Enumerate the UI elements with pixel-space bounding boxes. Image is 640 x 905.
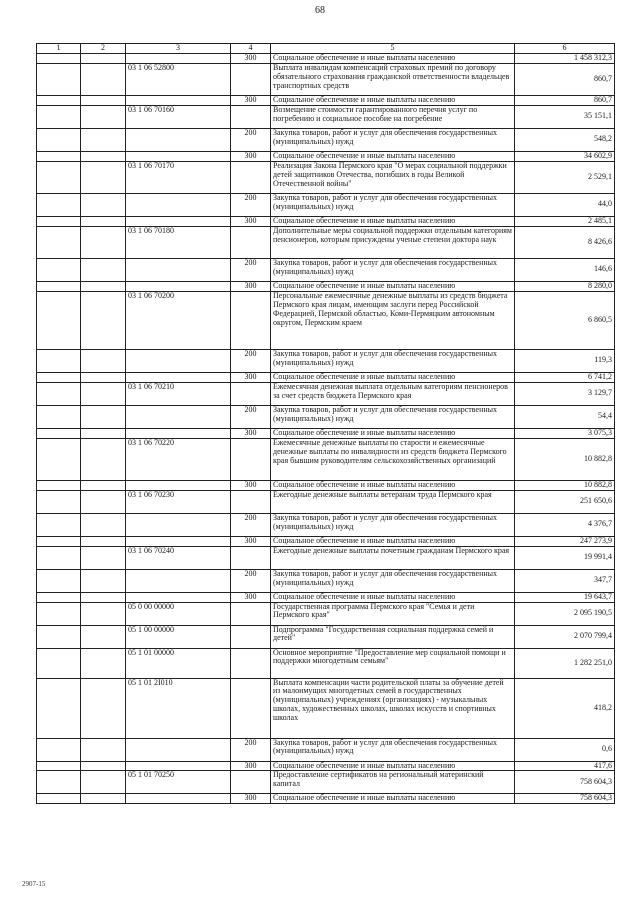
col1-cell	[37, 63, 81, 95]
amount: 34 602,9	[515, 151, 615, 161]
amount: 1 282 251,0	[515, 648, 615, 678]
expense-name: Социальное обеспечение и иные выплаты населению	[271, 761, 515, 771]
expense-type-code: 300	[231, 480, 271, 490]
col2-cell	[81, 602, 126, 625]
table-row	[37, 258, 615, 281]
expense-name: Социальное обеспечение и иные выплаты населению	[271, 480, 515, 490]
table-body	[37, 54, 615, 804]
col2-cell	[81, 258, 126, 281]
target-article-code: 03 1 06 70180	[126, 226, 231, 258]
expense-name: Закупка товаров, работ и услуг для обеспечения государственных (муниципальных) нужд	[271, 405, 515, 428]
col2-cell	[81, 536, 126, 546]
col1-cell	[37, 382, 81, 405]
col2-cell	[81, 151, 126, 161]
expense-name: Социальное обеспечение и иные выплаты населению	[271, 536, 515, 546]
table-row	[37, 438, 615, 480]
table-row	[37, 161, 615, 193]
table-row	[37, 480, 615, 490]
expense-name: Основное мероприятие "Предоставление мер социальной помощи и поддержки многодетным семьям"	[271, 648, 515, 678]
target-article-code: 03 1 06 70240	[126, 546, 231, 569]
table-row	[37, 382, 615, 405]
col2-cell	[81, 794, 126, 804]
expense-type-code	[231, 63, 271, 95]
target-article-code: 05 1 01 2I010	[126, 678, 231, 738]
target-article-code	[126, 569, 231, 592]
column-header-3: 3	[126, 44, 231, 54]
expense-type-code	[231, 546, 271, 569]
col2-cell	[81, 490, 126, 513]
table-row	[37, 625, 615, 648]
col1-cell	[37, 625, 81, 648]
expense-name: Предоставление сертификатов на региональный материнский капитал	[271, 771, 515, 794]
col1-cell	[37, 54, 81, 64]
col2-cell	[81, 349, 126, 372]
expense-name: Социальное обеспечение и иные выплаты населению	[271, 95, 515, 105]
col2-cell	[81, 592, 126, 602]
expense-type-code: 300	[231, 761, 271, 771]
target-article-code	[126, 54, 231, 64]
target-article-code: 05 1 01 70250	[126, 771, 231, 794]
col1-cell	[37, 678, 81, 738]
expense-type-code: 300	[231, 216, 271, 226]
col2-cell	[81, 128, 126, 151]
col2-cell	[81, 161, 126, 193]
target-article-code: 05 0 00 00000	[126, 602, 231, 625]
amount: 251 650,6	[515, 490, 615, 513]
expense-name: Ежегодные денежные выплаты ветеранам труда Пермского края	[271, 490, 515, 513]
target-article-code: 03 1 06 70170	[126, 161, 231, 193]
col2-cell	[81, 569, 126, 592]
col2-cell	[81, 95, 126, 105]
expense-type-code	[231, 771, 271, 794]
amount: 0,6	[515, 738, 615, 761]
col2-cell	[81, 291, 126, 349]
expense-name: Выплата компенсации части родительской платы за обучение детей из малоимущих многодетных семей в государственных (муниципальных) учреждениях (организациях) - музыкальных школах, художественных школах, школах искусств и спортивных школах	[271, 678, 515, 738]
col1-cell	[37, 161, 81, 193]
amount: 2 529,1	[515, 161, 615, 193]
target-article-code	[126, 738, 231, 761]
expense-type-code	[231, 490, 271, 513]
expense-type-code: 200	[231, 128, 271, 151]
table-row	[37, 428, 615, 438]
amount: 247 273,9	[515, 536, 615, 546]
col2-cell	[81, 193, 126, 216]
amount: 2 070 799,4	[515, 625, 615, 648]
column-number-row	[37, 44, 615, 54]
target-article-code	[126, 592, 231, 602]
col2-cell	[81, 405, 126, 428]
col2-cell	[81, 738, 126, 761]
table-row	[37, 761, 615, 771]
col2-cell	[81, 678, 126, 738]
col2-cell	[81, 382, 126, 405]
col1-cell	[37, 738, 81, 761]
target-article-code	[126, 281, 231, 291]
expense-type-code: 200	[231, 258, 271, 281]
amount: 146,6	[515, 258, 615, 281]
amount: 3 075,3	[515, 428, 615, 438]
table-row	[37, 105, 615, 128]
table-row	[37, 54, 615, 64]
col2-cell	[81, 54, 126, 64]
expense-type-code: 200	[231, 738, 271, 761]
expense-type-code: 300	[231, 281, 271, 291]
table-row	[37, 291, 615, 349]
target-article-code: 05 1 01 00000	[126, 648, 231, 678]
amount: 54,4	[515, 405, 615, 428]
col1-cell	[37, 569, 81, 592]
expense-name: Ежемесячная денежная выплата отдельным категориям пенсионеров за счет средств бюджета Пермского края	[271, 382, 515, 405]
target-article-code	[126, 480, 231, 490]
col1-cell	[37, 513, 81, 536]
target-article-code	[126, 258, 231, 281]
col2-cell	[81, 771, 126, 794]
table-row	[37, 226, 615, 258]
target-article-code	[126, 151, 231, 161]
amount: 860,7	[515, 63, 615, 95]
target-article-code	[126, 216, 231, 226]
col1-cell	[37, 372, 81, 382]
expense-name: Социальное обеспечение и иные выплаты населению	[271, 794, 515, 804]
expense-type-code	[231, 226, 271, 258]
expense-type-code: 300	[231, 536, 271, 546]
col1-cell	[37, 349, 81, 372]
expense-name: Персональные ежемесячные денежные выплаты из средств бюджета Пермского края лицам, имеющим заслуги перед Российской Федерацией, Пермской областью, Коми-Пермяцким автономным округом, Пермским краем	[271, 291, 515, 349]
expense-type-code: 300	[231, 428, 271, 438]
expense-name: Социальное обеспечение и иные выплаты населению	[271, 54, 515, 64]
target-article-code	[126, 95, 231, 105]
expense-name: Ежегодные денежные выплаты почетным гражданам Пермского края	[271, 546, 515, 569]
col1-cell	[37, 438, 81, 480]
col2-cell	[81, 648, 126, 678]
expense-name: Реализация Закона Пермского края "О мерах социальной поддержки детей защитников Отечества, погибших в годы Великой Отечественной войны"	[271, 161, 515, 193]
expense-name: Закупка товаров, работ и услуг для обеспечения государственных (муниципальных) нужд	[271, 258, 515, 281]
table-row	[37, 592, 615, 602]
expense-type-code	[231, 382, 271, 405]
expense-type-code	[231, 625, 271, 648]
col1-cell	[37, 291, 81, 349]
table-row	[37, 569, 615, 592]
page-number: 68	[315, 5, 325, 16]
expense-name: Дополнительные меры социальной поддержки отдельным категориям пенсионеров, которым присуждены ученые степени доктора наук	[271, 226, 515, 258]
target-article-code	[126, 513, 231, 536]
table-row	[37, 349, 615, 372]
amount: 2 095 190,5	[515, 602, 615, 625]
expense-name: Социальное обеспечение и иные выплаты населению	[271, 281, 515, 291]
column-header-6: 6	[515, 44, 615, 54]
col1-cell	[37, 105, 81, 128]
expense-type-code: 300	[231, 54, 271, 64]
col1-cell	[37, 592, 81, 602]
footer-document-code: 2907-15	[22, 880, 46, 888]
col1-cell	[37, 193, 81, 216]
table-row	[37, 536, 615, 546]
amount: 8 426,6	[515, 226, 615, 258]
col2-cell	[81, 513, 126, 536]
expense-type-code	[231, 678, 271, 738]
col2-cell	[81, 63, 126, 95]
col1-cell	[37, 480, 81, 490]
col1-cell	[37, 151, 81, 161]
expense-type-code: 200	[231, 193, 271, 216]
col1-cell	[37, 771, 81, 794]
expense-name: Социальное обеспечение и иные выплаты населению	[271, 151, 515, 161]
target-article-code	[126, 128, 231, 151]
table-row	[37, 648, 615, 678]
expense-type-code	[231, 648, 271, 678]
expense-type-code	[231, 291, 271, 349]
expense-name: Государственная программа Пермского края "Семья и дети Пермского края"	[271, 602, 515, 625]
col2-cell	[81, 226, 126, 258]
target-article-code: 03 1 06 70230	[126, 490, 231, 513]
table-row	[37, 738, 615, 761]
col1-cell	[37, 216, 81, 226]
amount: 10 882,8	[515, 438, 615, 480]
table-row	[37, 216, 615, 226]
table-row	[37, 95, 615, 105]
col2-cell	[81, 372, 126, 382]
target-article-code: 03 1 06 70220	[126, 438, 231, 480]
col1-cell	[37, 428, 81, 438]
expense-name: Социальное обеспечение и иные выплаты населению	[271, 372, 515, 382]
target-article-code: 03 1 06 70160	[126, 105, 231, 128]
expense-type-code	[231, 161, 271, 193]
col1-cell	[37, 546, 81, 569]
col1-cell	[37, 281, 81, 291]
target-article-code	[126, 405, 231, 428]
target-article-code	[126, 428, 231, 438]
amount: 119,3	[515, 349, 615, 372]
col1-cell	[37, 602, 81, 625]
expense-type-code: 300	[231, 372, 271, 382]
expense-name: Социальное обеспечение и иные выплаты населению	[271, 216, 515, 226]
amount: 418,2	[515, 678, 615, 738]
amount: 4 376,7	[515, 513, 615, 536]
expense-type-code	[231, 438, 271, 480]
target-article-code: 03 1 06 52800	[126, 63, 231, 95]
expense-name: Выплата инвалидам компенсаций страховых премий по договору обязательного страхования гражданской ответственности владельцев транспортных средств	[271, 63, 515, 95]
expense-name: Социальное обеспечение и иные выплаты населению	[271, 592, 515, 602]
expense-name: Закупка товаров, работ и услуг для обеспечения государственных (муниципальных) нужд	[271, 193, 515, 216]
column-header-2: 2	[81, 44, 126, 54]
col2-cell	[81, 546, 126, 569]
table-row	[37, 678, 615, 738]
table-row	[37, 128, 615, 151]
table-row	[37, 771, 615, 794]
col1-cell	[37, 95, 81, 105]
expense-name: Подпрограмма "Государственная социальная поддержка семей и детей"	[271, 625, 515, 648]
amount: 758 604,3	[515, 771, 615, 794]
amount: 860,7	[515, 95, 615, 105]
expense-name: Закупка товаров, работ и услуг для обеспечения государственных (муниципальных) нужд	[271, 513, 515, 536]
amount: 417,6	[515, 761, 615, 771]
col1-cell	[37, 258, 81, 281]
amount: 35 151,1	[515, 105, 615, 128]
amount: 10 882,8	[515, 480, 615, 490]
target-article-code	[126, 372, 231, 382]
col2-cell	[81, 216, 126, 226]
expense-type-code: 200	[231, 349, 271, 372]
expense-type-code	[231, 602, 271, 625]
col2-cell	[81, 761, 126, 771]
amount: 6 741,2	[515, 372, 615, 382]
col1-cell	[37, 761, 81, 771]
budget-table	[36, 43, 615, 804]
expense-type-code: 200	[231, 405, 271, 428]
table-row	[37, 490, 615, 513]
col2-cell	[81, 105, 126, 128]
amount: 758 604,3	[515, 794, 615, 804]
col1-cell	[37, 536, 81, 546]
col1-cell	[37, 490, 81, 513]
expense-name: Возмещение стоимости гарантированного перечня услуг по погребению и социальное пособие на погребение	[271, 105, 515, 128]
target-article-code: 03 1 06 70200	[126, 291, 231, 349]
amount: 8 280,0	[515, 281, 615, 291]
col2-cell	[81, 428, 126, 438]
expense-name: Закупка товаров, работ и услуг для обеспечения государственных (муниципальных) нужд	[271, 569, 515, 592]
amount: 6 860,5	[515, 291, 615, 349]
col1-cell	[37, 648, 81, 678]
expense-type-code: 200	[231, 513, 271, 536]
col2-cell	[81, 438, 126, 480]
col1-cell	[37, 128, 81, 151]
table-row	[37, 794, 615, 804]
target-article-code: 05 1 00 00000	[126, 625, 231, 648]
target-article-code: 03 1 06 70210	[126, 382, 231, 405]
table-row	[37, 63, 615, 95]
table-row	[37, 405, 615, 428]
amount: 44,0	[515, 193, 615, 216]
expense-name: Социальное обеспечение и иные выплаты населению	[271, 428, 515, 438]
table-row	[37, 546, 615, 569]
amount: 19 991,4	[515, 546, 615, 569]
column-header-4: 4	[231, 44, 271, 54]
table-row	[37, 193, 615, 216]
target-article-code	[126, 193, 231, 216]
expense-type-code: 200	[231, 569, 271, 592]
table-row	[37, 281, 615, 291]
expense-type-code: 300	[231, 151, 271, 161]
amount: 1 458 312,3	[515, 54, 615, 64]
expense-name: Закупка товаров, работ и услуг для обеспечения государственных (муниципальных) нужд	[271, 128, 515, 151]
col2-cell	[81, 625, 126, 648]
table-row	[37, 513, 615, 536]
table-row	[37, 602, 615, 625]
expense-type-code	[231, 105, 271, 128]
amount: 548,2	[515, 128, 615, 151]
expense-type-code: 300	[231, 794, 271, 804]
expense-type-code: 300	[231, 95, 271, 105]
expense-name: Закупка товаров, работ и услуг для обеспечения государственных (муниципальных) нужд	[271, 738, 515, 761]
expense-type-code: 300	[231, 592, 271, 602]
expense-name: Закупка товаров, работ и услуг для обеспечения государственных (муниципальных) нужд	[271, 349, 515, 372]
column-header-1: 1	[37, 44, 81, 54]
col2-cell	[81, 480, 126, 490]
target-article-code	[126, 794, 231, 804]
expense-name: Ежемесячные денежные выплаты по старости и ежемесячные денежные выплаты по инвалидности из средств бюджета Пермского края бывшим руководителям сельскохозяйственных организаций	[271, 438, 515, 480]
amount: 3 129,7	[515, 382, 615, 405]
target-article-code	[126, 536, 231, 546]
target-article-code	[126, 349, 231, 372]
amount: 19 643,7	[515, 592, 615, 602]
col1-cell	[37, 226, 81, 258]
col1-cell	[37, 794, 81, 804]
column-header-5: 5	[271, 44, 515, 54]
col2-cell	[81, 281, 126, 291]
table-row	[37, 151, 615, 161]
amount: 347,7	[515, 569, 615, 592]
amount: 2 485,1	[515, 216, 615, 226]
target-article-code	[126, 761, 231, 771]
table-row	[37, 372, 615, 382]
col1-cell	[37, 405, 81, 428]
